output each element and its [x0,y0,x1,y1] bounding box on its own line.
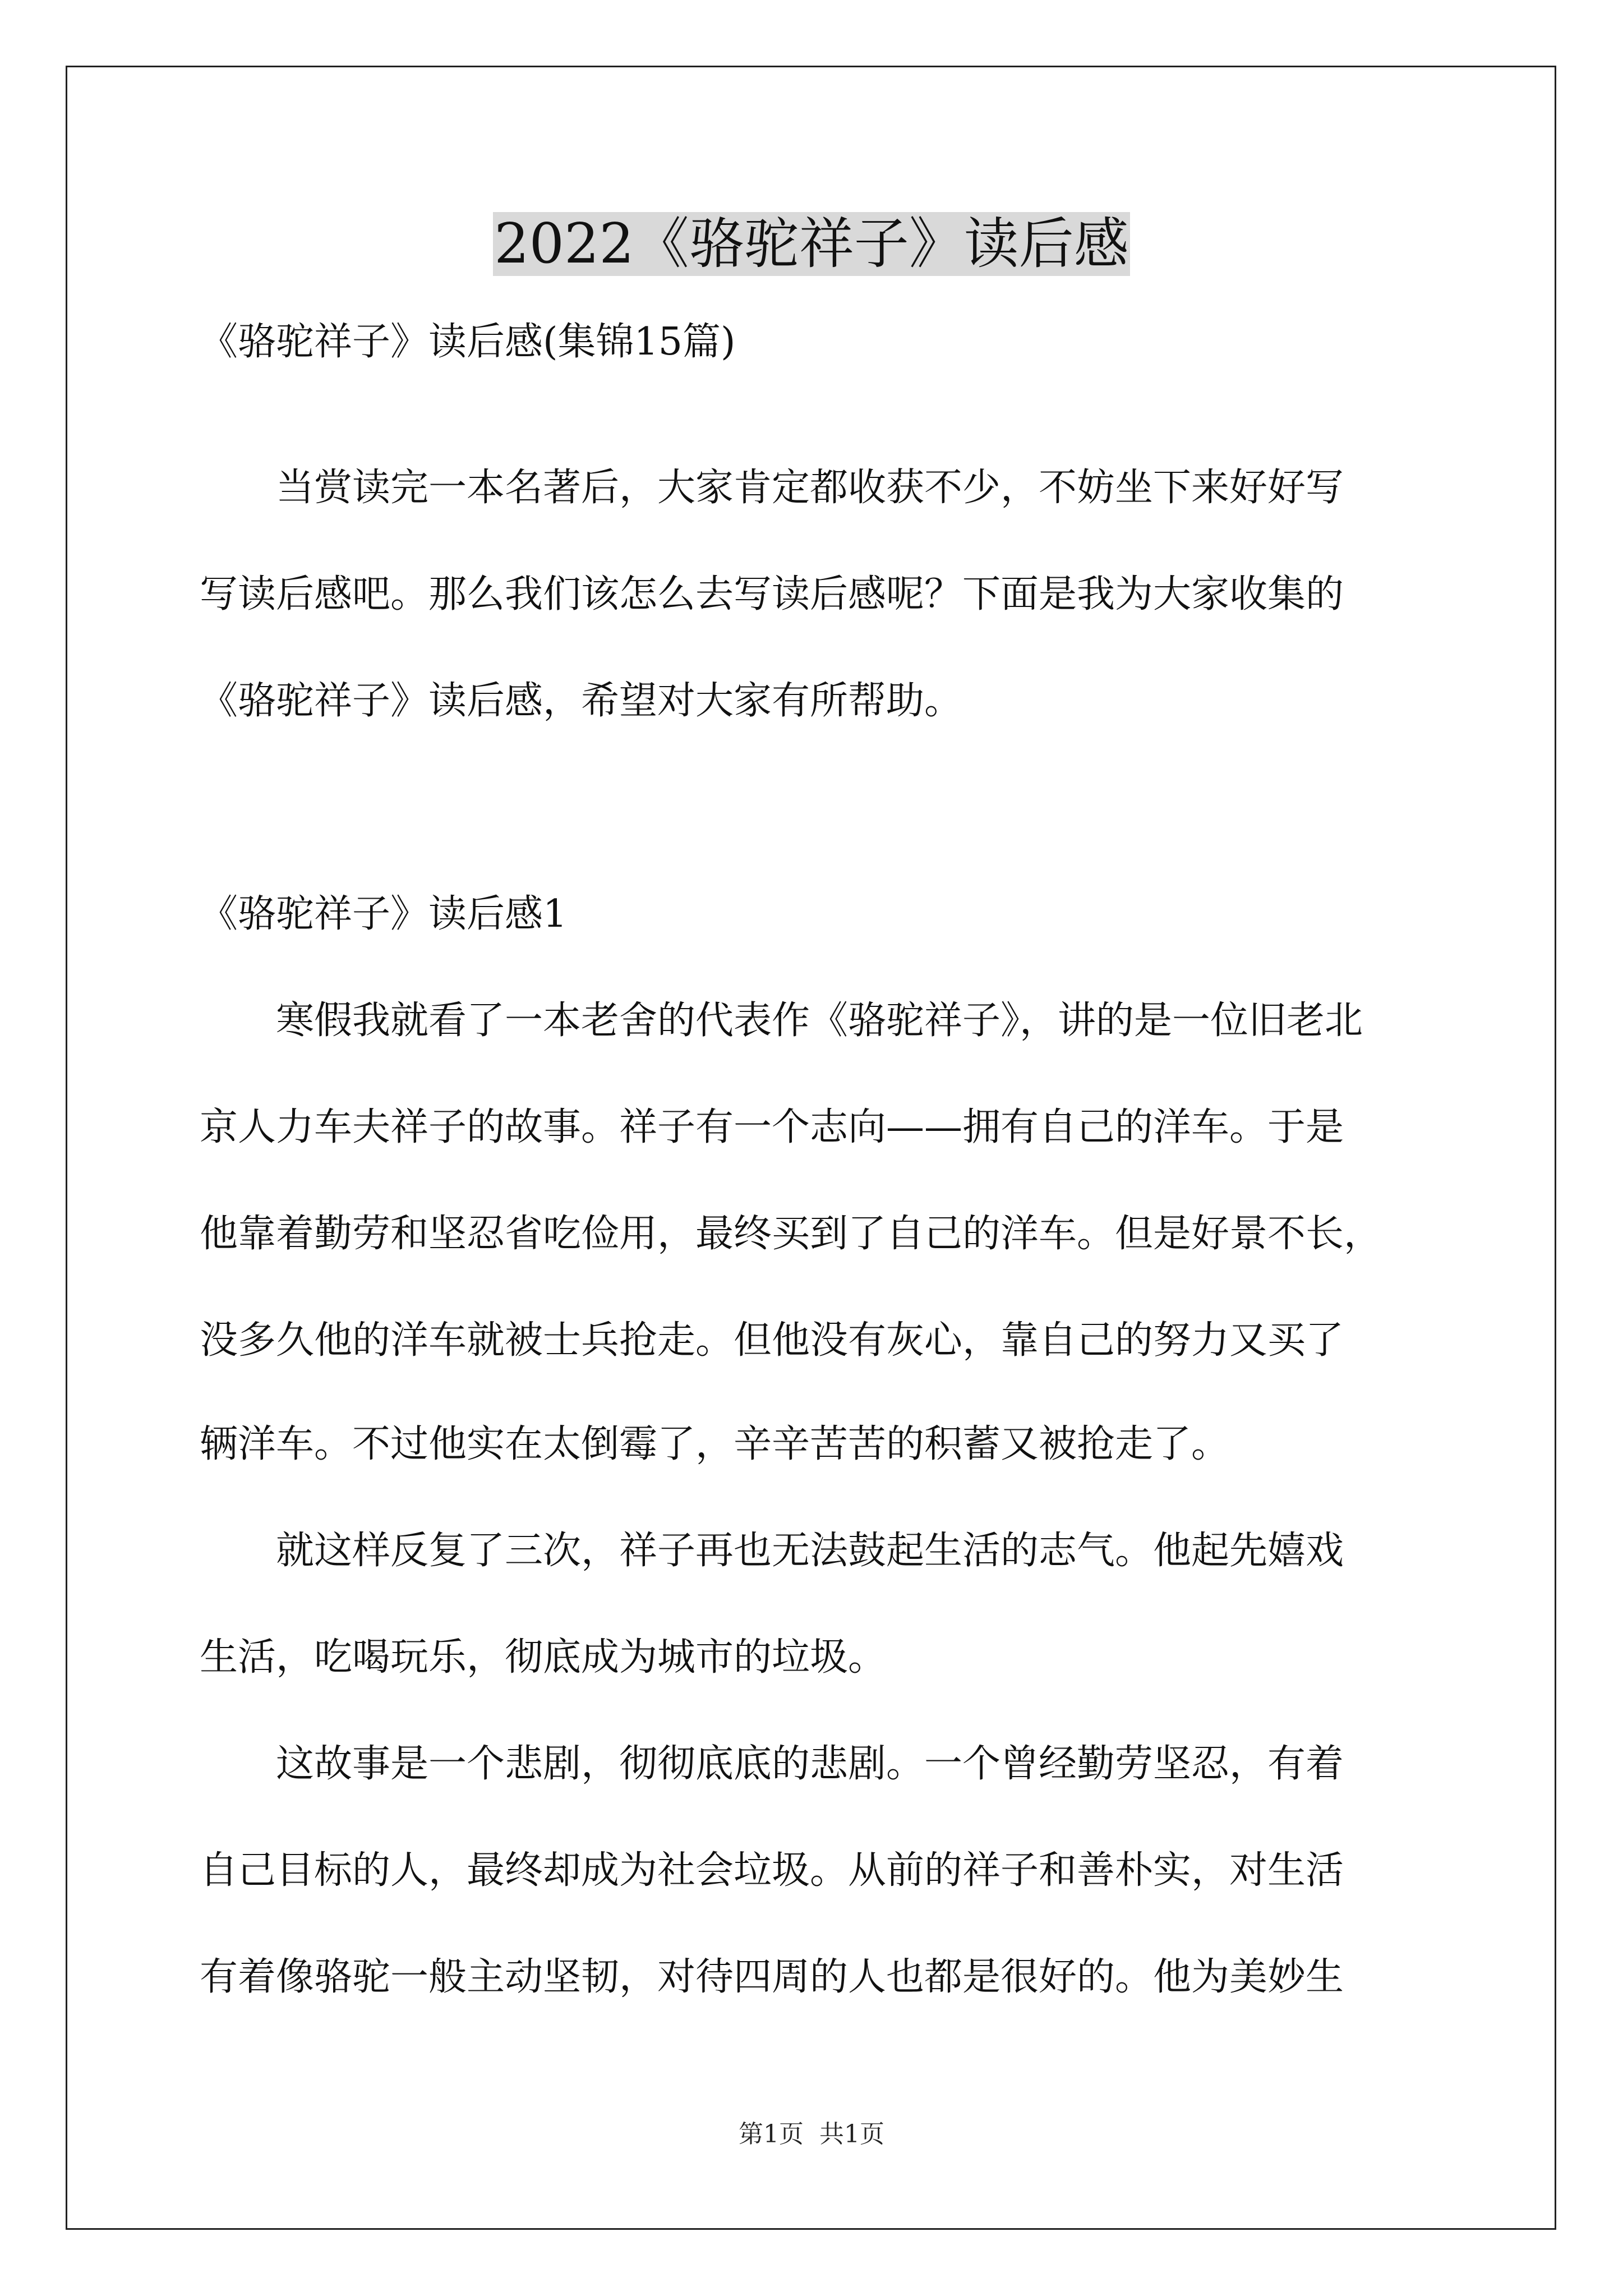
body-line: 他靠着勤劳和坚忍省吃俭用，最终买到了自己的洋车。但是好景不长， [200,1212,1382,1256]
document-title [0,202,1623,286]
body-line: 寒假我就看了一本老舍的代表作《骆驼祥子》，讲的是一位旧老北 [200,999,1363,1043]
body-line: 辆洋车。不过他实在太倒霉了，辛辛苦苦的积蓄又被抢走了。 [200,1422,1230,1466]
document-subtitle: 《骆驼祥子》读后感(集锦15篇) [200,320,736,364]
intro-line: 《骆驼祥子》读后感，希望对大家有所帮助。 [200,679,963,723]
intro-line: 当赏读完一本名著后，大家肯定都收获不少，不妨坐下来好好写 [200,466,1344,510]
body-line: 生活，吃喝玩乐，彻底成为城市的垃圾。 [200,1635,887,1680]
page-footer [0,2118,1623,2151]
document-title-text: 2022《骆驼祥子》读后感 [494,212,1129,276]
body-line: 这故事是一个悲剧，彻彻底底的悲剧。一个曾经勤劳坚忍，有着 [200,1742,1344,1786]
body-line: 没多久他的洋车就被士兵抢走。但他没有灰心，靠自己的努力又买了 [200,1318,1344,1363]
body-line: 京人力车夫祥子的故事。祥子有一个志向——拥有自己的洋车。于是 [200,1105,1344,1149]
intro-line: 写读后感吧。那么我们该怎么去写读后感呢？下面是我为大家收集的 [200,572,1344,616]
body-line: 就这样反复了三次，祥子再也无法鼓起生活的志气。他起先嬉戏 [200,1529,1344,1573]
body-line: 自己目标的人，最终却成为社会垃圾。从前的祥子和善朴实，对生活 [200,1848,1344,1893]
section-heading: 《骆驼祥子》读后感1 [200,892,568,936]
page-number: 第1页 [739,2120,804,2148]
body-line: 有着像骆驼一般主动坚韧，对待四周的人也都是很好的。他为美妙生 [200,1955,1344,1999]
page-total: 共1页 [819,2120,884,2148]
